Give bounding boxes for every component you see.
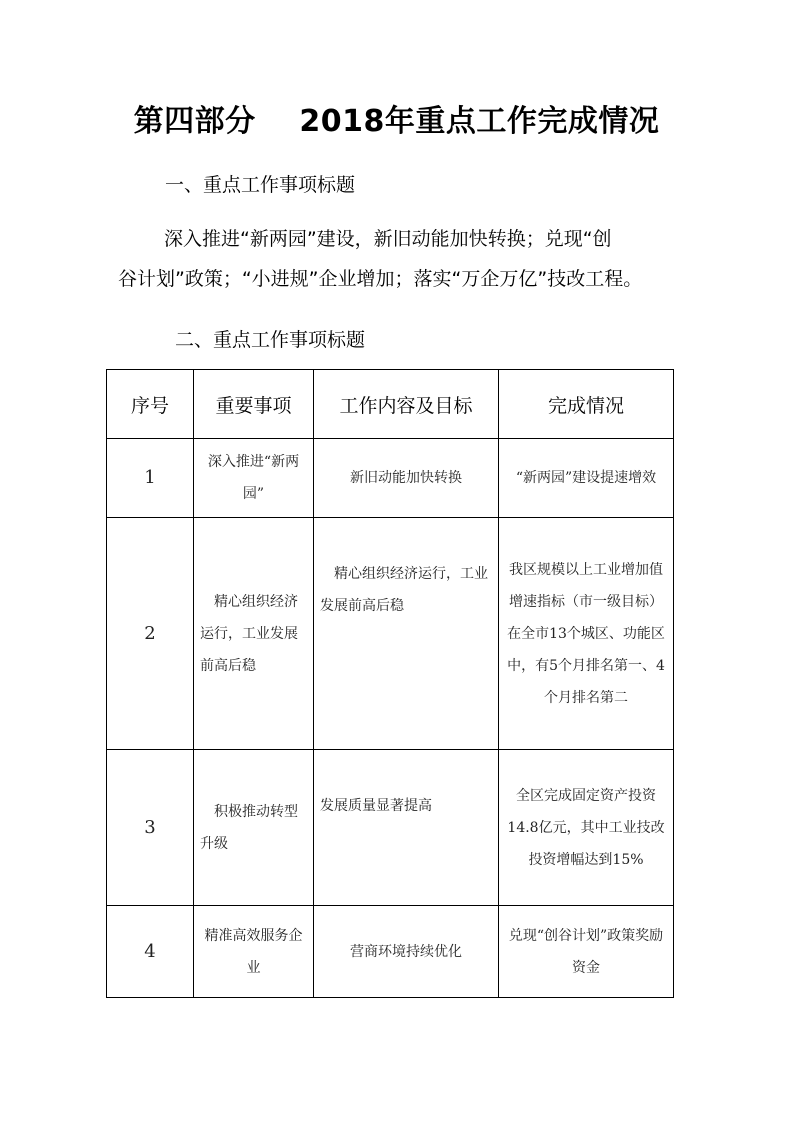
table-header-row xyxy=(107,370,674,439)
section-heading-2: 二、重点工作事项标题 xyxy=(175,329,366,351)
section-heading-1: 一、重点工作事项标题 xyxy=(165,174,356,196)
table-row xyxy=(107,439,674,518)
header-status: 完成情况 xyxy=(499,370,674,439)
table-row xyxy=(107,518,674,750)
row-item: 精心组织经济运行，工业发展前高后稳 xyxy=(194,518,314,750)
row-index: 2 xyxy=(107,518,194,750)
header-item: 重要事项 xyxy=(194,370,314,439)
header-content: 工作内容及目标 xyxy=(314,370,499,439)
row-content: 发展质量显著提高 xyxy=(314,750,499,906)
row-item: 积极推动转型升级 xyxy=(194,750,314,906)
row-content: 营商环境持续优化 xyxy=(314,906,499,998)
row-index: 1 xyxy=(107,439,194,518)
summary-line-2: 谷计划”政策；“小进规”企业增加；落实“万企万亿”技改工程。 xyxy=(118,268,643,290)
row-status: 兑现“创谷计划”政策奖励资金 xyxy=(499,906,674,998)
row-status: 全区完成固定资产投资14.8亿元，其中工业技改投资增幅达到15% xyxy=(499,750,674,906)
row-item: 深入推进“新两园” xyxy=(194,439,314,518)
table-row xyxy=(107,906,674,998)
row-status: “新两园”建设提速增效 xyxy=(499,439,674,518)
row-item: 精准高效服务企业 xyxy=(194,906,314,998)
row-content: 精心组织经济运行，工业发展前高后稳 xyxy=(314,518,499,750)
row-index: 3 xyxy=(107,750,194,906)
work-table xyxy=(106,369,674,998)
page-title: 第四部分 2018年重点工作完成情况 xyxy=(133,104,660,139)
row-content: 新旧动能加快转换 xyxy=(314,439,499,518)
summary-paragraph xyxy=(118,219,718,299)
table-row xyxy=(107,750,674,906)
header-index: 序号 xyxy=(107,370,194,439)
summary-line-1: 深入推进“新两园”建设，新旧动能加快转换；兑现“创 xyxy=(164,228,612,250)
row-index: 4 xyxy=(107,906,194,998)
row-status: 我区规模以上工业增加值增速指标（市一级目标）在全市13个城区、功能区中，有5个月排名第一、4个月排名第二 xyxy=(499,518,674,750)
